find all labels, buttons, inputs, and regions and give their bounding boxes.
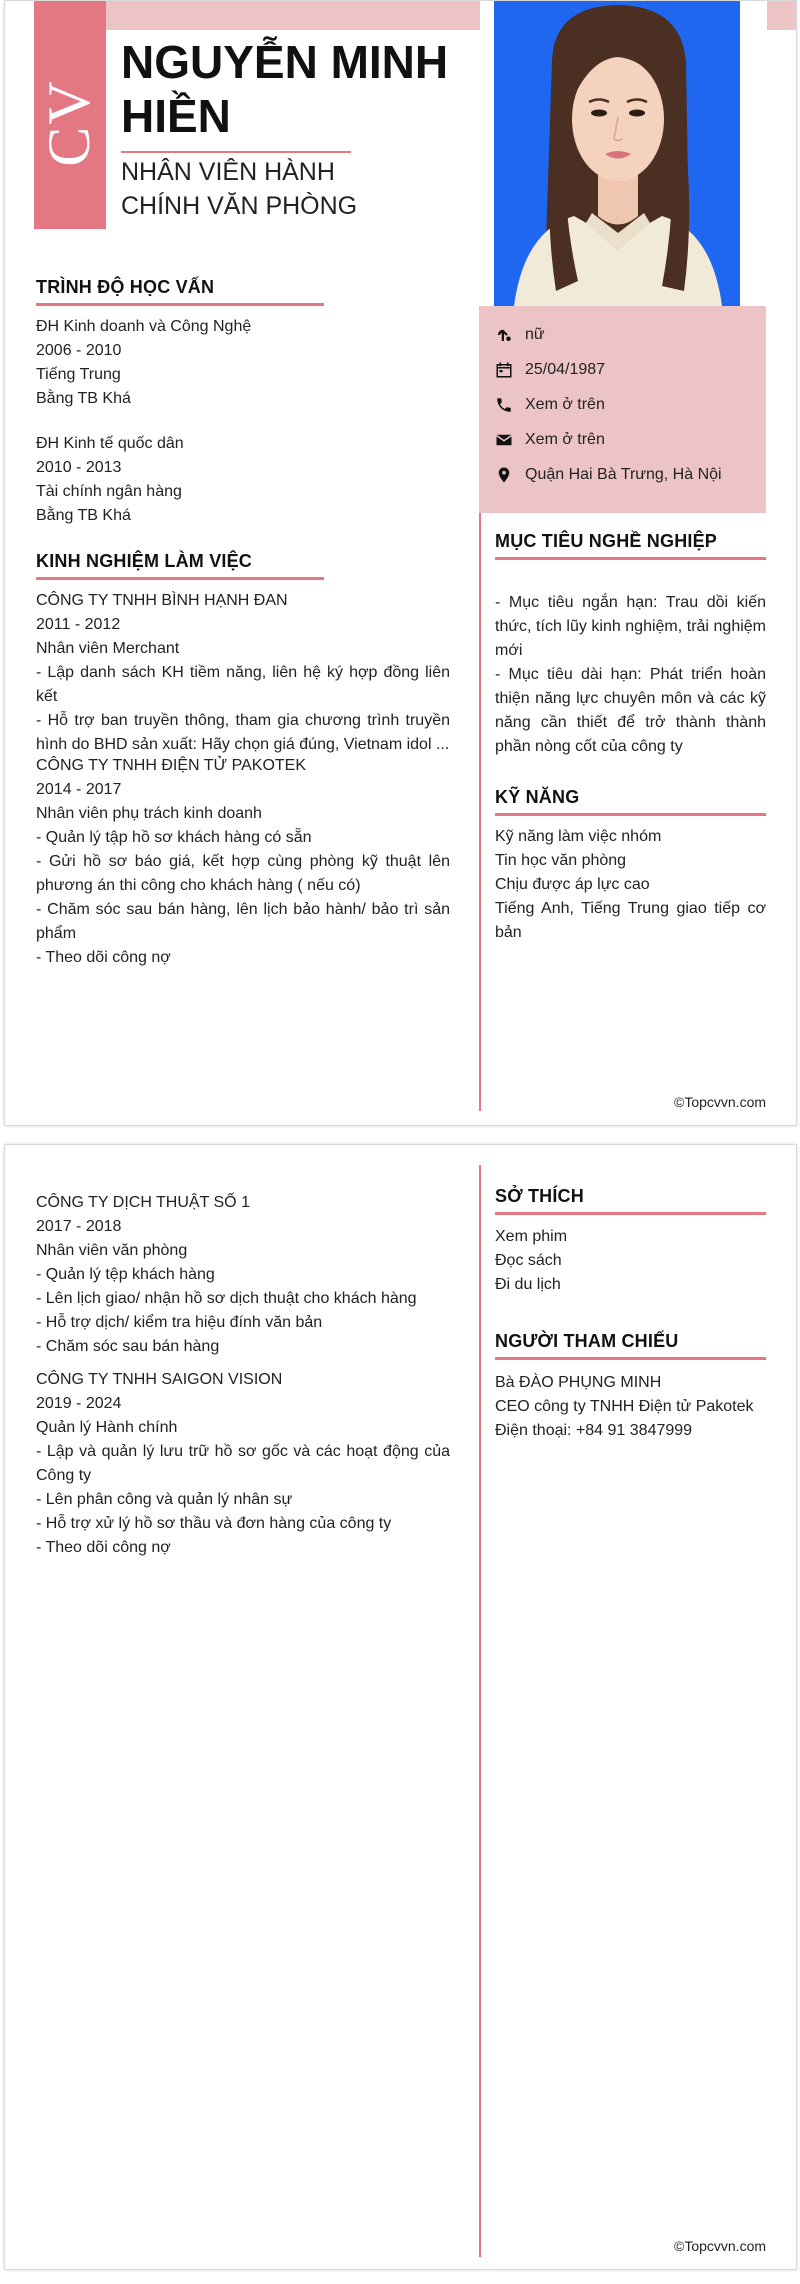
objective-long-term: - Mục tiêu dài hạn: Phát triển hoàn thiện năng lực chuyên môn và các kỹ năng cần thiết để trở thành thành phần nòng cốt của công ty: [495, 666, 766, 755]
education-underline: [36, 303, 324, 306]
address-value: Quận Hai Bà Trưng, Hà Nội: [525, 466, 722, 483]
job-duty: - Quản lý tập hồ sơ khách hàng có sẵn: [36, 829, 312, 846]
job-entry: [36, 589, 450, 757]
hobby-item: Đi du lịch: [495, 1276, 561, 1293]
objective-heading: MỤC TIÊU NGHỀ NGHIỆP: [495, 531, 718, 551]
contact-gender: [495, 323, 545, 347]
hobby-item: Xem phim: [495, 1228, 568, 1245]
reference-heading: NGƯỜI THAM CHIẾU: [495, 1331, 679, 1351]
reference-phone: Điện thoại: +84 91 3847999: [495, 1422, 693, 1439]
education-grade: Bằng TB Khá: [36, 507, 131, 524]
education-years: 2010 - 2013: [36, 459, 122, 476]
job-years: 2019 - 2024: [36, 1395, 122, 1412]
objective-underline: [495, 557, 766, 560]
education-major: Tài chính ngân hàng: [36, 483, 182, 500]
job-duty: - Hỗ trợ dịch/ kiểm tra hiệu đính văn bản: [36, 1314, 323, 1331]
calendar-icon: [495, 361, 513, 379]
job-company: CÔNG TY TNHH SAIGON VISION: [36, 1371, 283, 1388]
job-entry: [36, 1191, 450, 1359]
job-entry: [36, 754, 450, 970]
job-duty: - Lập danh sách KH tiềm năng, liên hệ ký hợp đồng liên kết: [36, 664, 450, 705]
education-major: Tiếng Trung: [36, 366, 121, 383]
hobbies-list: [495, 1225, 766, 1297]
contact-panel: [479, 306, 766, 513]
footer-credit: ©Topcvvn.com: [674, 2238, 767, 2254]
candidate-name: NGUYỄN MINH HIỀN: [121, 36, 449, 142]
job-duty: - Theo dõi công nợ: [36, 949, 171, 966]
education-school: ĐH Kinh tế quốc dân: [36, 435, 184, 452]
hobbies-underline: [495, 1212, 766, 1215]
education-school: ĐH Kinh doanh và Công Nghệ: [36, 318, 252, 335]
reference-position: CEO công ty TNHH Điện tử Pakotek: [495, 1398, 754, 1415]
skill-item: Tiếng Anh, Tiếng Trung giao tiếp cơ bản: [495, 900, 766, 941]
skills-list: [495, 825, 766, 945]
experience-heading: KINH NGHIỆM LÀM VIỆC: [36, 551, 253, 571]
job-duty: - Quản lý tệp khách hàng: [36, 1266, 215, 1283]
email-icon: [495, 431, 513, 449]
email-value: Xem ở trên: [525, 431, 605, 448]
job-role: Quản lý Hành chính: [36, 1419, 178, 1436]
job-role: Nhân viên Merchant: [36, 640, 180, 657]
column-divider: [479, 1165, 481, 2257]
job-company: CÔNG TY TNHH BÌNH HẠNH ĐAN: [36, 592, 288, 609]
contact-email: [495, 428, 605, 452]
cv-page-2: [4, 1144, 797, 2270]
education-heading: TRÌNH ĐỘ HỌC VẤN: [36, 277, 215, 297]
contact-address: [495, 463, 722, 487]
job-duty: - Lên lịch giao/ nhận hồ sơ dịch thuật cho khách hàng: [36, 1290, 417, 1307]
hobbies-heading: SỞ THÍCH: [495, 1186, 584, 1206]
job-title: NHÂN VIÊN HÀNH CHÍNH VĂN PHÒNG: [121, 158, 358, 220]
education-entry: [36, 315, 456, 411]
skill-item: Tin học văn phòng: [495, 852, 627, 869]
reference-body: [495, 1371, 766, 1443]
cv-page-1: [4, 0, 797, 1126]
education-years: 2006 - 2010: [36, 342, 122, 359]
skills-underline: [495, 813, 766, 816]
education-entry: [36, 432, 456, 528]
experience-underline: [36, 577, 324, 580]
job-role: Nhân viên văn phòng: [36, 1242, 188, 1259]
job-entry: [36, 1368, 450, 1560]
contact-phone: [495, 393, 605, 417]
footer-credit: ©Topcvvn.com: [674, 1094, 767, 1110]
job-duty: - Lập và quản lý lưu trữ hồ sơ gốc và các hoạt động của Công ty: [36, 1443, 450, 1484]
objective-body: [495, 591, 766, 759]
profile-photo: [494, 1, 740, 306]
column-divider: [479, 513, 481, 1111]
hobby-item: Đọc sách: [495, 1252, 562, 1269]
cv-mark: CV: [36, 79, 102, 167]
reference-underline: [495, 1357, 766, 1360]
job-years: 2017 - 2018: [36, 1218, 122, 1235]
job-duty: - Chăm sóc sau bán hàng, lên lịch bảo hành/ bảo trì sản phẩm: [36, 901, 450, 942]
job-company: CÔNG TY DỊCH THUẬT SỐ 1: [36, 1194, 250, 1211]
reference-name: Bà ĐÀO PHỤNG MINH: [495, 1374, 662, 1391]
phone-icon: [495, 396, 513, 414]
job-duty: - Gửi hồ sơ báo giá, kết hợp cùng phòng kỹ thuật lên phương án thi công cho khách hàng ( nếu có): [36, 853, 450, 894]
job-duty: - Lên phân công và quản lý nhân sự: [36, 1491, 293, 1508]
job-years: 2011 - 2012: [36, 616, 121, 633]
job-years: 2014 - 2017: [36, 781, 122, 798]
birthday-value: 25/04/1987: [525, 361, 606, 378]
job-duty: - Hỗ trợ xử lý hồ sơ thầu và đơn hàng của công ty: [36, 1515, 392, 1532]
objective-short-term: - Mục tiêu ngắn hạn: Trau dồi kiến thức, tích lũy kinh nghiệm, trải nghiệm mới: [495, 594, 766, 659]
education-grade: Bằng TB Khá: [36, 390, 131, 407]
skill-item: Kỹ năng làm việc nhóm: [495, 828, 662, 845]
cv-badge: [34, 1, 106, 229]
job-company: CÔNG TY TNHH ĐIỆN TỬ PAKOTEK: [36, 757, 307, 774]
gender-icon: [495, 326, 513, 344]
gender-value: nữ: [525, 326, 545, 343]
job-duty: - Chăm sóc sau bán hàng: [36, 1338, 220, 1355]
phone-value: Xem ở trên: [525, 396, 605, 413]
location-icon: [495, 466, 513, 484]
job-duty: - Hỗ trợ ban truyền thông, tham gia chương trình truyền hình do BHD sản xuất: Hãy chọn giá đúng, Vietnam idol ...: [36, 712, 450, 753]
portrait-illustration: [494, 1, 740, 306]
top-accent-bar-right: [767, 1, 796, 30]
name-divider: [121, 151, 351, 153]
job-duty: - Theo dõi công nợ: [36, 1539, 171, 1556]
top-accent-bar: [105, 1, 480, 30]
skill-item: Chịu được áp lực cao: [495, 876, 650, 893]
job-role: Nhân viên phụ trách kinh doanh: [36, 805, 262, 822]
skills-heading: KỸ NĂNG: [495, 787, 580, 807]
contact-birthday: [495, 358, 605, 382]
